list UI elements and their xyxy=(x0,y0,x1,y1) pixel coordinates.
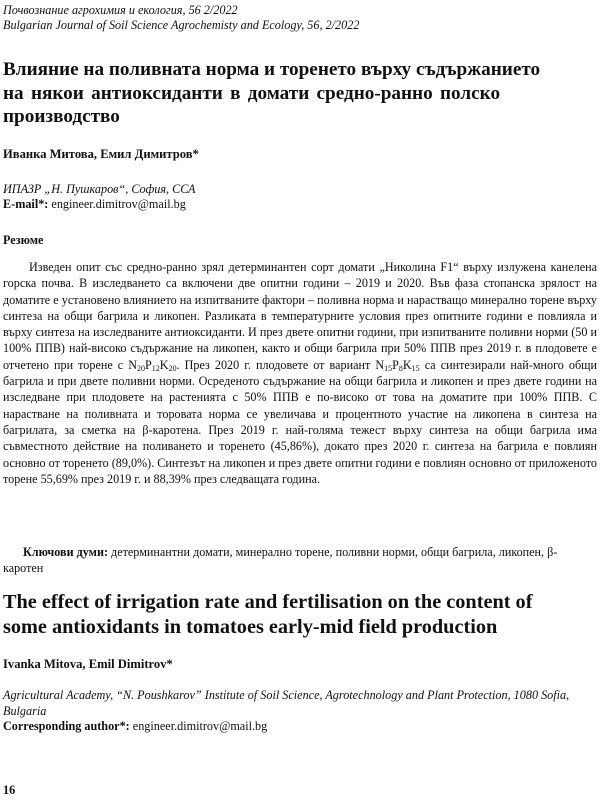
subscript-p8: 8 xyxy=(398,363,403,373)
title-bg-line-3: производство xyxy=(3,106,120,127)
subscript-k15: 15 xyxy=(411,363,420,373)
title-en-line-2: some antioxidants in tomatoes early-mid field production xyxy=(3,616,498,638)
journal-header-bg: Почвознание агрохимия и екология, 56 2/2022 xyxy=(3,3,238,17)
authors-en: Ivanka Mitova, Emil Dimitrov* xyxy=(3,657,173,671)
journal-header-en: Bulgarian Journal of Soil Science Agrochemisty and Ecology, 56, 2/2022 xyxy=(3,18,360,32)
page-number: 16 xyxy=(3,783,16,797)
subscript-p12: 12 xyxy=(151,363,160,373)
email-line-bg xyxy=(3,196,186,212)
title-en-line-1: The effect of irrigation rate and fertilisation on the content of xyxy=(3,591,533,613)
email-address-en: engineer.dimitrov@mail.bg xyxy=(132,719,268,733)
subscript-k20: 20 xyxy=(168,363,177,373)
formula-k-letter-2: K xyxy=(402,357,412,372)
email-label-en: Corresponding author*: xyxy=(3,719,130,733)
authors-bg: Иванка Митова, Емил Димитров* xyxy=(3,147,199,161)
affiliation-bg: ИПАЗР „Н. Пушкаров“, София, ССА xyxy=(3,182,196,196)
formula-k-letter: K xyxy=(159,357,169,372)
email-address-bg: engineer.dimitrov@mail.bg xyxy=(51,197,186,211)
article-title-en xyxy=(3,590,600,640)
subscript-n20: 20 xyxy=(137,363,146,373)
article-title-bg xyxy=(3,58,595,129)
formula-p-letter-2: P xyxy=(392,357,399,372)
title-bg-line-2: на някои антиоксиданти в домати средно-ранно полско xyxy=(3,82,501,104)
abstract-part-2: . През 2020 г. плодовете от вариант N xyxy=(176,357,385,372)
abstract-part-1: Изведен опит със средно-ранно зрял детерминантен сорт домати „Николина F1“ върху излужена канелена горска почва. В изследването са включени две опитни години – 2019 и 2020. Във фаза стопанска зрялост на доматите е установено влиянието на изпитваните фактори – поливна норма и нарастващо минерално торене върху синтеза на общи багрила и ликопен. Разликата в температурните условия през опитните години е повлияла и върху синтеза на изследваните антиоксиданти. И през двете опитни години, при изпитваните поливни норми (50 и 100% ППВ) най-високо съдържание на ликопен, както и общи багрила при 50% ППВ през 2019 г. в плодовете е отчетено при торене с N xyxy=(3,260,597,372)
affiliation-en: Agricultural Academy, “N. Poushkarov” Institute of Soil Science, Agrotechnology and Plant Protection, 1080 Sofia, Bulgaria xyxy=(3,688,570,718)
keywords-list-bg: детерминантни домати, минерално торене, поливни норми, общи багрила, ликопен, β-каротен xyxy=(3,545,558,576)
abstract-body-bg xyxy=(3,259,597,487)
formula-p-letter: P xyxy=(145,357,152,372)
keywords-bg xyxy=(3,544,595,577)
subscript-n15: 15 xyxy=(384,363,393,373)
abstract-part-3: са синтезирали най-много общи багрила и при двете поливни норми. Осреденото съдържание на общи багрила и ликопен и през двете години на изследване при плодовете на растенията с 50% ППВ е по-високо от това на доматите при 100% ППВ. С нарастване на поливната и торовата норма се увеличава и процентното участие на ликопена в синтеза на багрилата, за сметка на β-каротена. През 2019 г. най-голяма тежест върху синтеза на общи багрила има съвместното действие на поливането и торенето (45,86%), докато през 2020 г. синтеза на багрила е повлиян основно от торенето (89,0%). Синтезът на ликопен и през двете опитни години е повлиян основно от приложеното торене 55,69% през 2019 г. и 88,39% през следващата година. xyxy=(3,357,597,486)
email-label-bg: E-mail*: xyxy=(3,197,49,211)
abstract-heading-bg: Резюме xyxy=(3,233,44,247)
email-line-en xyxy=(3,718,267,734)
keywords-label-bg: Ключови думи: xyxy=(23,545,108,559)
title-bg-line-1: Влияние на поливната норма и торенето върху съдържанието xyxy=(3,59,541,80)
